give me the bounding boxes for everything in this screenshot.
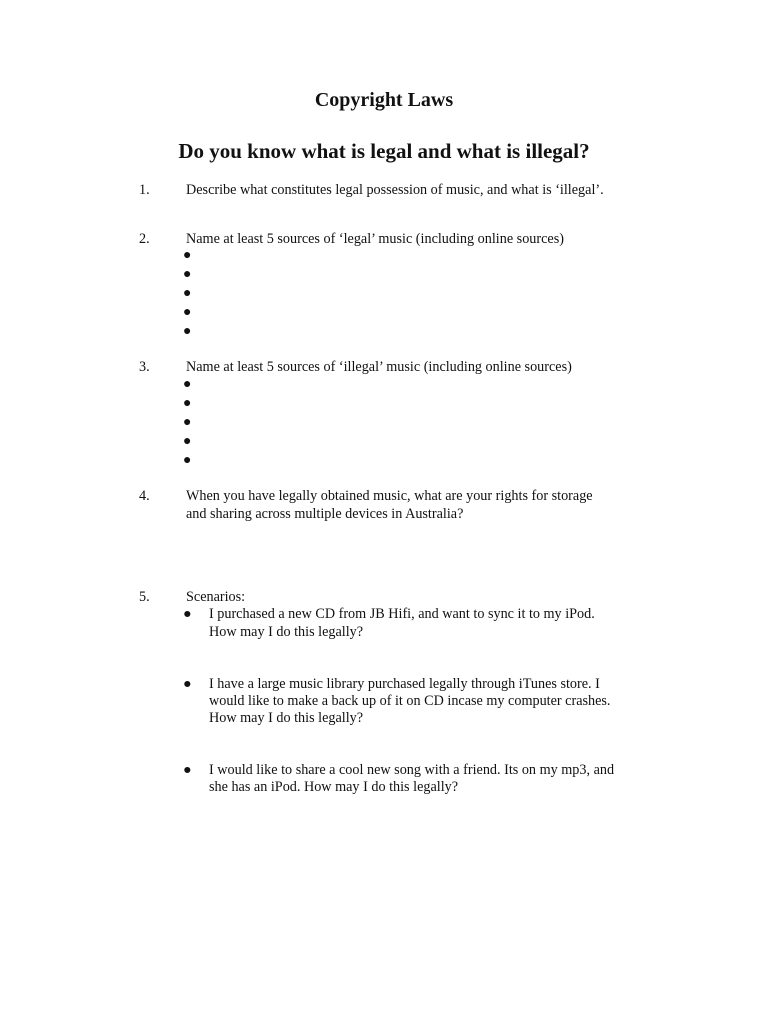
scenario-text-line-2: How may I do this legally? [209, 624, 364, 640]
bullet-icon: ● [183, 762, 192, 778]
bullet-icon: ● [183, 453, 192, 468]
bullet-icon: ● [183, 415, 192, 430]
bullet-icon: ● [183, 396, 192, 411]
bullet-icon: ● [183, 606, 192, 622]
bullet-icon: ● [183, 286, 192, 301]
page-title: Copyright Laws [314, 89, 454, 111]
question-number: 5. [139, 589, 150, 605]
bullet-icon: ● [183, 324, 192, 339]
page-subtitle: Do you know what is legal and what is illegal? [178, 139, 590, 163]
question-text: Name at least 5 sources of ‘legal’ music (including online sources) [186, 231, 564, 247]
question-text: Name at least 5 sources of ‘illegal’ music (including online sources) [186, 359, 572, 375]
scenario-text-line-1: I purchased a new CD from JB Hifi, and want to sync it to my iPod. [209, 606, 595, 622]
question-number: 1. [139, 182, 150, 198]
bullet-icon: ● [183, 434, 192, 449]
question-number: 3. [139, 359, 150, 375]
question-number: 2. [139, 231, 150, 247]
bullet-icon: ● [183, 305, 192, 320]
bullet-icon: ● [183, 676, 192, 692]
question-text-line-1: When you have legally obtained music, what are your rights for storage [186, 488, 593, 504]
question-text: Scenarios: [186, 589, 246, 605]
scenario-text-line-1: I have a large music library purchased legally through iTunes store. I [209, 676, 600, 692]
bullet-icon: ● [183, 377, 192, 392]
question-text: Describe what constitutes legal possession of music, and what is ‘illegal’. [186, 182, 604, 198]
bullet-icon: ● [183, 267, 192, 282]
bullet-icon: ● [183, 248, 192, 263]
scenario-text-line-2: she has an iPod. How may I do this legally? [209, 779, 459, 795]
scenario-text-line-2: would like to make a back up of it on CD incase my computer crashes. [209, 693, 611, 709]
scenario-text-line-3: How may I do this legally? [209, 710, 364, 726]
question-number: 4. [139, 488, 150, 504]
question-text-line-2: and sharing across multiple devices in Australia? [186, 506, 464, 522]
scenario-text-line-1: I would like to share a cool new song with a friend. Its on my mp3, and [209, 762, 615, 778]
